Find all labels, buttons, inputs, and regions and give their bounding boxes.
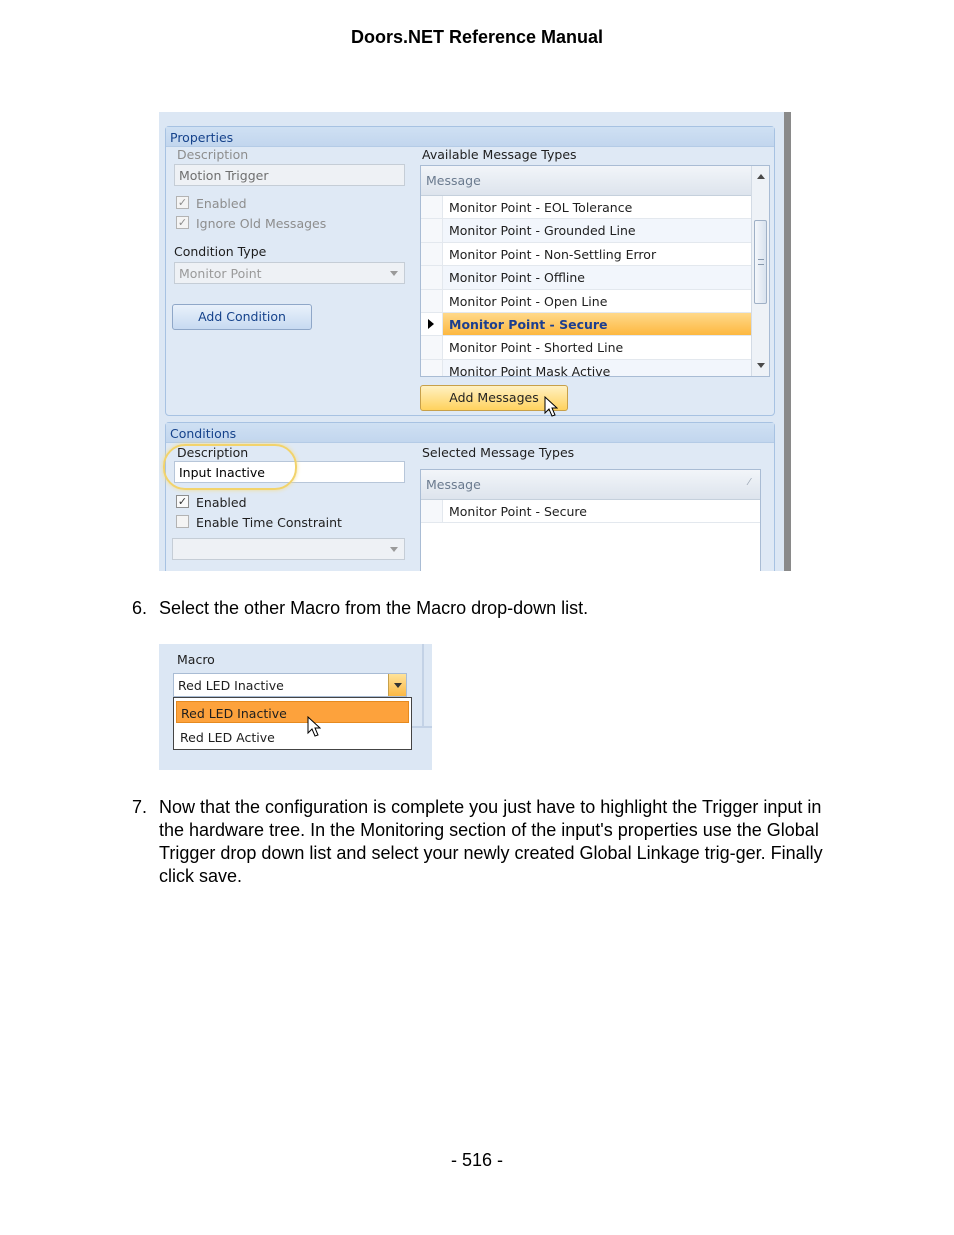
macro-option[interactable]: Red LED Inactive [176,701,409,723]
properties-group-title: Properties [166,127,774,147]
panel-edge [422,644,424,728]
properties-group [165,126,775,416]
list-item[interactable] [421,336,751,359]
list-item-label: Monitor Point Mask Active [449,363,611,377]
mouse-cursor-icon [544,396,558,418]
list-item-label: Monitor Point - Open Line [449,293,608,309]
step-number: 7. [132,797,148,817]
ignore-old-messages-label: Ignore Old Messages [196,216,327,231]
chevron-down-icon [390,271,398,276]
selected-rows [421,500,760,523]
list-item-label: Monitor Point - Shorted Line [449,340,624,356]
selected-message-column-header[interactable] [421,470,760,500]
list-item[interactable] [421,360,751,377]
list-item[interactable] [421,219,751,242]
available-rows [421,196,751,377]
chevron-down-icon [390,547,398,552]
list-item[interactable] [421,266,751,289]
macro-select-value: Red LED Inactive [178,678,284,693]
scroll-thumb[interactable] [754,220,767,304]
row-gutter [421,243,443,265]
panel-edge-bottom [412,726,432,728]
step-text: Now that the configuration is complete you just have to highlight the Trigger input in the hardware tree. In the Monitoring section of the input's properties use the Global Trigger drop down list and select your newly created Global Linkage trig-ger. Finally click save. [159,797,823,886]
scroll-up-icon[interactable] [757,174,765,179]
time-constraint-checkbox[interactable] [176,515,189,528]
document-title: Doors.NET Reference Manual [350,27,604,47]
macro-option[interactable]: Red LED Active [180,730,275,745]
step-text: Select the other Macro from the Macro drop-down list. [159,598,589,618]
condition-type-value: Monitor Point [179,266,262,281]
mouse-cursor-icon [307,716,321,738]
page-number: - 516 - [450,1150,504,1170]
time-constraint-select[interactable] [172,538,405,560]
enabled-label: Enabled [196,196,247,211]
row-gutter [421,266,443,288]
sort-icon: ⁄ [748,477,750,488]
grip-icon [758,259,764,265]
list-item-label: Monitor Point - Non-Settling Error [449,246,657,262]
macro-select[interactable] [173,673,407,697]
enabled-checkbox[interactable]: ✓ [177,196,188,209]
row-gutter [421,360,443,377]
conditions-group-title: Conditions [166,423,774,443]
list-item-label: Monitor Point - Secure [449,316,608,332]
step-number: 6. [132,598,148,618]
trigger-properties-screenshot [159,112,791,571]
selected-message-column-label: Message [426,477,481,492]
row-gutter [421,196,443,218]
add-condition-button[interactable]: Add Condition [172,304,312,330]
selected-message-list[interactable] [420,469,761,571]
list-item[interactable] [421,290,751,313]
available-message-list[interactable] [420,165,770,377]
scroll-down-icon[interactable] [757,363,765,368]
row-gutter [421,219,443,241]
message-column-label: Message [426,173,481,188]
description-highlight-ring [163,444,297,490]
window-scrollbar[interactable] [784,112,791,571]
macro-dropdown-list [173,697,412,750]
add-messages-button[interactable]: Add Messages [420,385,568,411]
list-item-label: Monitor Point - Secure [449,504,587,519]
condition-type-select[interactable] [174,262,405,284]
description-label: Description [177,147,249,162]
list-item-label: Monitor Point - Offline [449,270,585,286]
list-item[interactable] [421,313,751,336]
condition-type-label: Condition Type [174,244,267,259]
list-item[interactable] [421,196,751,219]
selected-message-types-label: Selected Message Types [422,445,575,460]
message-column-header[interactable] [421,166,769,196]
list-scrollbar[interactable] [751,166,769,376]
list-item[interactable] [421,500,760,523]
condition-description-field[interactable]: Input Inactive [174,461,405,483]
ignore-old-messages-checkbox[interactable]: ✓ [177,216,188,229]
description-field[interactable]: Motion Trigger [174,164,405,186]
row-gutter [421,336,443,358]
condition-enabled-label: Enabled [196,495,247,510]
condition-description-label: Description [177,445,249,460]
row-pointer-icon [428,319,434,329]
chevron-down-icon[interactable] [388,674,406,696]
list-item-label: Monitor Point - Grounded Line [449,223,636,239]
list-item[interactable] [421,243,751,266]
row-gutter [421,290,443,312]
macro-label: Macro [177,652,215,667]
row-gutter [421,500,443,522]
list-item-label: Monitor Point - EOL Tolerance [449,200,633,215]
available-message-types-label: Available Message Types [422,147,577,162]
time-constraint-label: Enable Time Constraint [196,515,342,530]
condition-enabled-checkbox[interactable]: ✓ [177,495,188,508]
macro-dropdown-screenshot [159,644,432,770]
